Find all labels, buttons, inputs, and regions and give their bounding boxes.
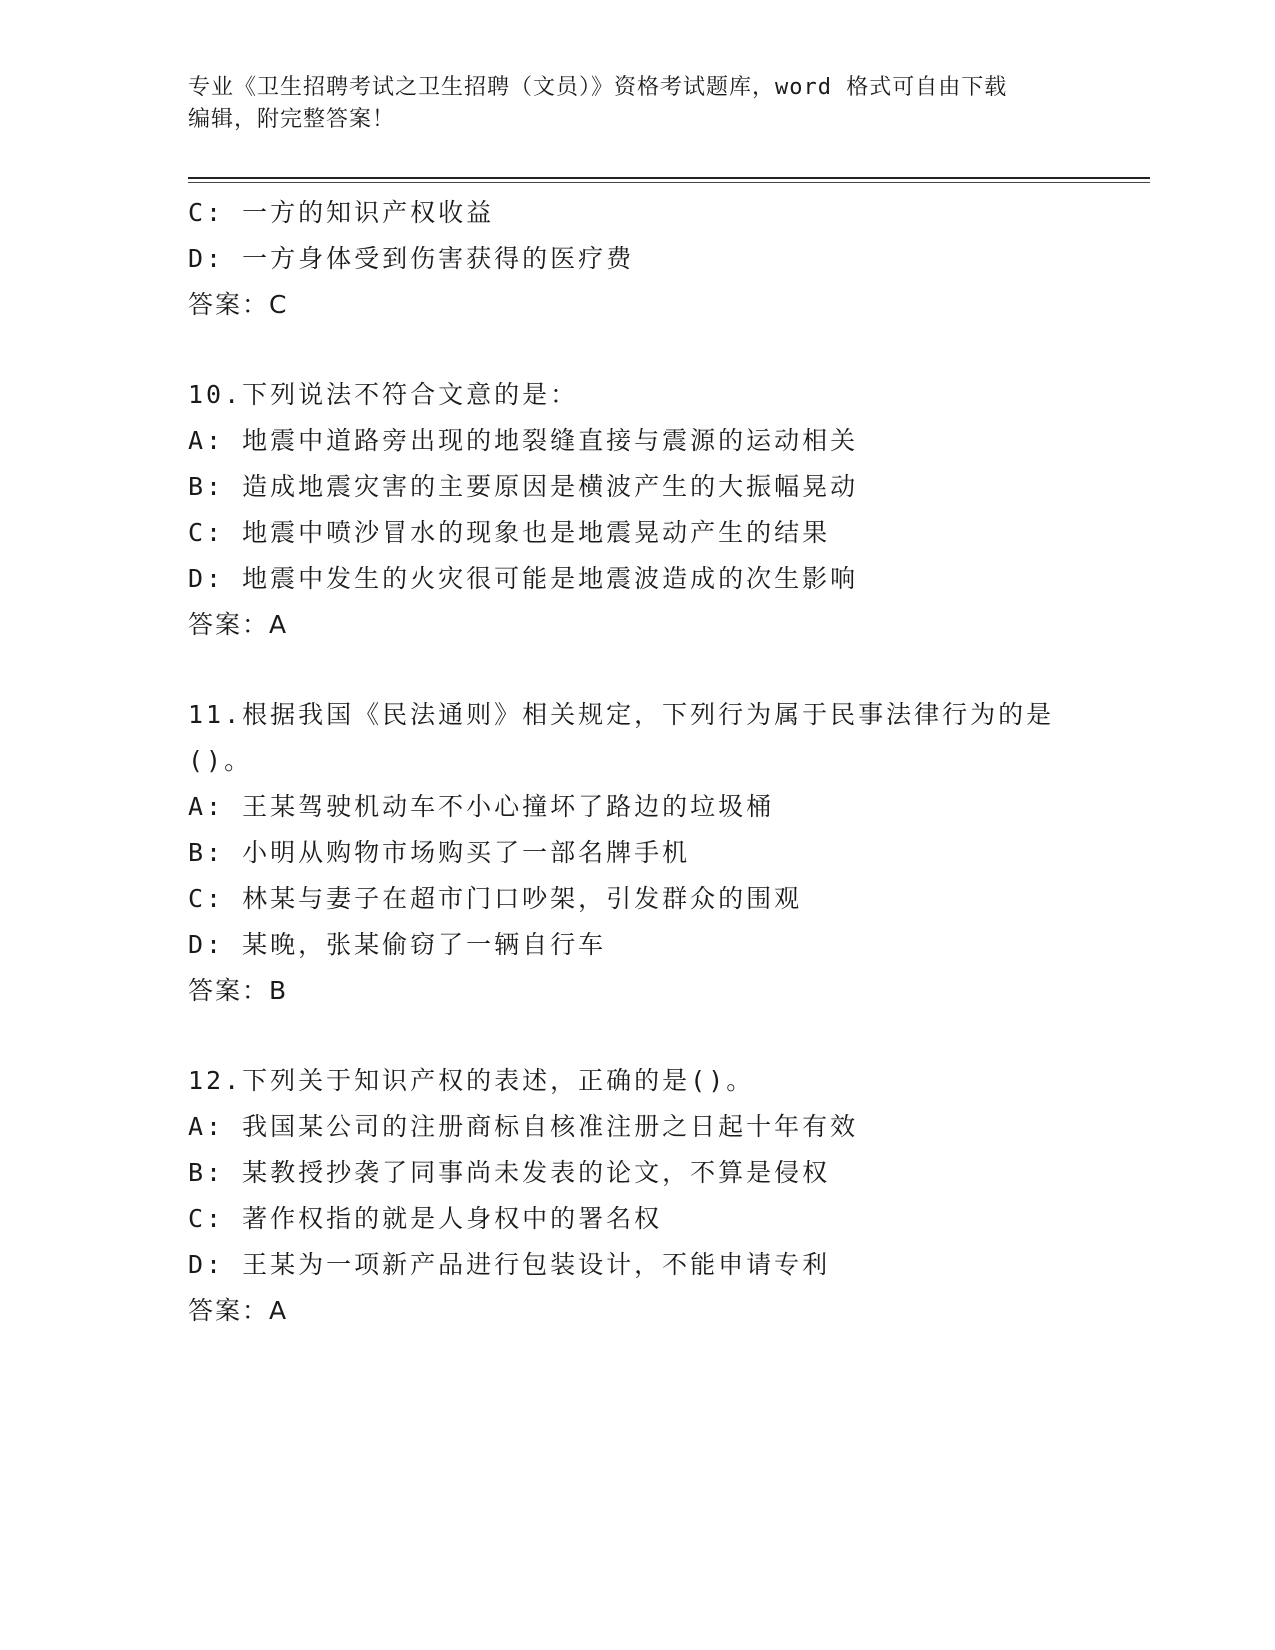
option-d: D: 王某为一项新产品进行包装设计，不能申请专利 <box>188 1250 831 1279</box>
header-divider <box>188 177 1150 183</box>
question-stem: 12.下列关于知识产权的表述，正确的是()。 <box>188 1066 755 1095</box>
header-line-1: 专业《卫生招聘考试之卫生招聘（文员）》资格考试题库，word 格式可自由下载 <box>188 75 1008 100</box>
option-b: B: 小明从购物市场购买了一部名牌手机 <box>188 838 691 867</box>
question-stem-continued: ()。 <box>188 746 253 775</box>
header-line-2: 编辑，附完整答案！ <box>188 107 396 132</box>
option-a: A: 地震中道路旁出现的地裂缝直接与震源的运动相关 <box>188 426 859 455</box>
question-12 <box>188 1058 1088 1334</box>
option-c: C: 地震中喷沙冒水的现象也是地震晃动产生的结果 <box>188 518 831 547</box>
answer-line: 答案：A <box>188 610 289 639</box>
option-b: B: 造成地震灾害的主要原因是横波产生的大振幅晃动 <box>188 472 859 501</box>
option-c: C: 著作权指的就是人身权中的署名权 <box>188 1204 663 1233</box>
answer-line: 答案：C <box>188 290 289 319</box>
option-b: B: 某教授抄袭了同事尚未发表的论文，不算是侵权 <box>188 1158 831 1187</box>
question-10 <box>188 372 1088 648</box>
option-a: A: 我国某公司的注册商标自核准注册之日起十年有效 <box>188 1112 859 1141</box>
document-header <box>188 72 1088 136</box>
question-9-continued <box>188 190 1088 328</box>
option-d: D: 地震中发生的火灾很可能是地震波造成的次生影响 <box>188 564 859 593</box>
answer-line: 答案：A <box>188 1296 289 1325</box>
option-c: C: 林某与妻子在超市门口吵架，引发群众的围观 <box>188 884 803 913</box>
option-d: D: 某晚，张某偷窃了一辆自行车 <box>188 930 607 959</box>
option-c: C: 一方的知识产权收益 <box>188 198 495 227</box>
option-d: D: 一方身体受到伤害获得的医疗费 <box>188 244 635 273</box>
question-stem: 11.根据我国《民法通则》相关规定，下列行为属于民事法律行为的是 <box>188 700 1055 729</box>
answer-line: 答案：B <box>188 976 289 1005</box>
question-stem: 10.下列说法不符合文意的是： <box>188 380 579 409</box>
question-list <box>188 190 1088 1334</box>
option-a: A: 王某驾驶机动车不小心撞坏了路边的垃圾桶 <box>188 792 775 821</box>
question-11 <box>188 692 1088 1014</box>
